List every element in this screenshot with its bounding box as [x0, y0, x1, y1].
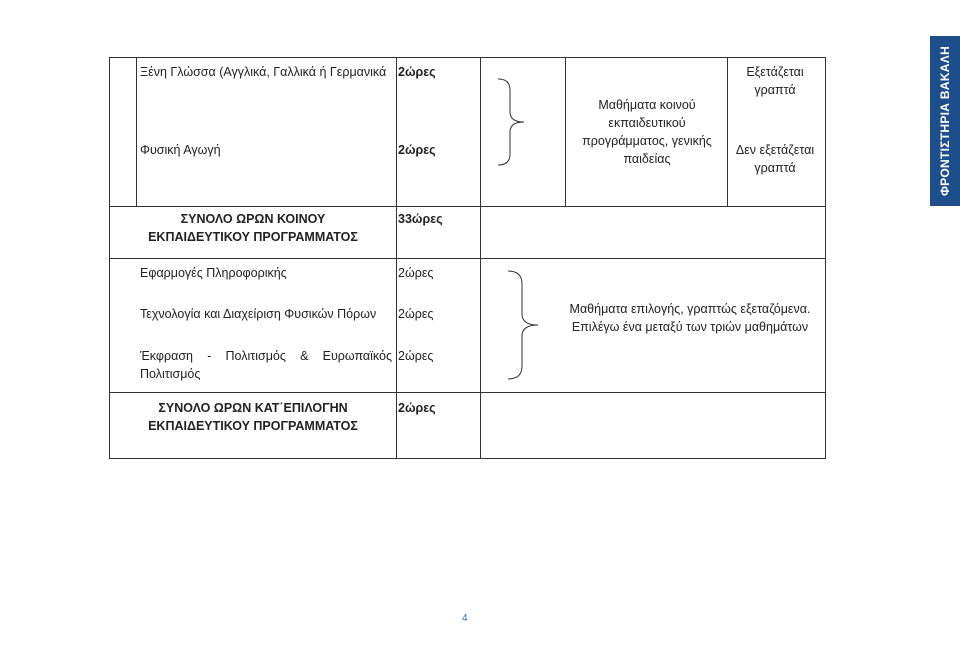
brace-common-program	[496, 78, 530, 166]
hours-foreign-language: 2ώρες	[398, 65, 436, 79]
hours-technology: 2ώρες	[398, 307, 434, 321]
subject-physical-education: Φυσική Αγωγή	[140, 143, 221, 157]
table-notes-column-line	[565, 57, 566, 207]
hours-common-total: 33ώρες	[398, 212, 443, 226]
table-border-right	[825, 57, 826, 459]
table-exam-column-line	[727, 57, 728, 207]
hours-informatics: 2ώρες	[398, 266, 434, 280]
table-line-row1	[109, 206, 825, 207]
subject-expression: Έκφραση - Πολιτισμός & Ευρωπαϊκός Πολιτισμός	[140, 349, 392, 381]
subject-foreign-language: Ξένη Γλώσσα (Αγγλικά, Γαλλικά ή Γερμανικά	[140, 65, 387, 79]
brace-elective	[506, 270, 544, 380]
note-elective: Μαθήματα επιλογής, γραπτώς εξεταζόμενα. Επιλέγω ένα μεταξύ των τριών μαθημάτων	[569, 302, 811, 334]
table-line-row3	[109, 392, 825, 393]
side-tab	[930, 36, 960, 206]
subject-informatics: Εφαρμογές Πληροφορικής	[140, 266, 287, 280]
hours-expression: 2ώρες	[398, 349, 434, 363]
side-tab-label: ΦΡΟΝΤΙΣΤΗΡΙΑ ΒΑΚΑΛΗ	[938, 45, 952, 197]
page-number: 4	[462, 613, 468, 624]
label-elective-total: ΣΥΝΟΛΟ ΩΡΩΝ ΚΑΤ΄ΕΠΙΛΟΓΗΝ ΕΚΠΑΙΔΕΥΤΙΚΟΥ ΠΡΟΓΡΑΜΜΑΤΟΣ	[148, 401, 358, 433]
subject-technology: Τεχνολογία και Διαχείριση Φυσικών Πόρων	[140, 307, 377, 321]
note-common-program: Μαθήματα κοινού εκπαιδευτικού προγράμματος, γενικής παιδείας	[582, 98, 712, 166]
table-border-top	[109, 57, 825, 58]
note-exam-not-written: Δεν εξετάζεται γραπτά	[735, 143, 815, 175]
table-brace-column-line	[480, 57, 481, 459]
table-hours-column-line	[396, 57, 397, 459]
hours-elective-total: 2ώρες	[398, 401, 436, 415]
table-inner-left-line	[136, 57, 137, 207]
label-common-total: ΣΥΝΟΛΟ ΩΡΩΝ ΚΟΙΝΟΥ ΕΚΠΑΙΔΕΥΤΙΚΟΥ ΠΡΟΓΡΑΜΜΑΤΟΣ	[148, 212, 358, 244]
table-border-bottom	[109, 458, 825, 459]
hours-physical-education: 2ώρες	[398, 143, 436, 157]
table-line-row2	[109, 258, 825, 259]
note-exam-written: Εξετάζεται γραπτά	[746, 65, 804, 97]
